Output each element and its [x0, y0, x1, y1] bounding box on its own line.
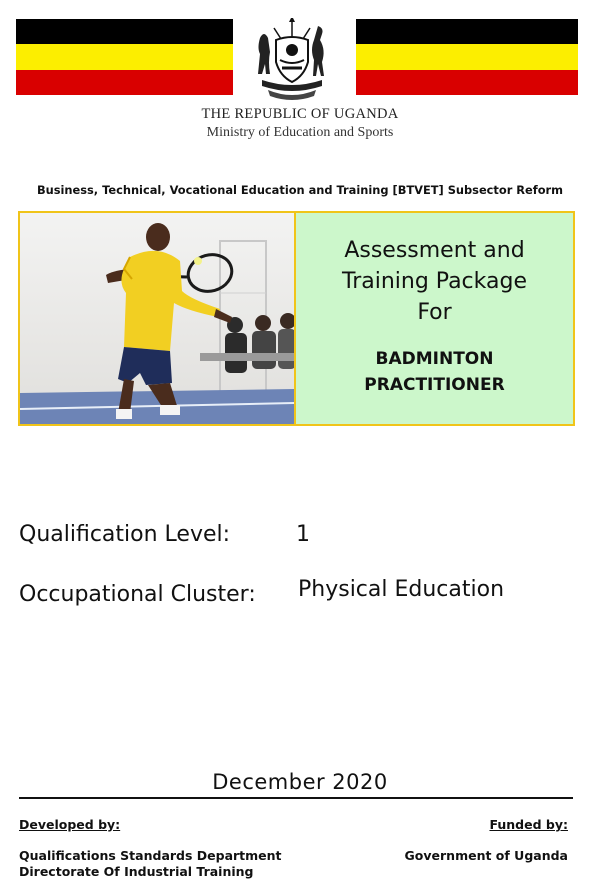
title-banner — [18, 211, 575, 426]
occupational-cluster-value: Physical Education — [298, 577, 505, 602]
developer-department: Qualifications Standards Department — [19, 848, 282, 863]
funded-by-label: Funded by: — [489, 817, 568, 832]
developer-directorate: Directorate Of Industrial Training — [19, 864, 254, 879]
package-title-line1: Assessment and — [344, 238, 525, 263]
republic-heading: THE REPUBLIC OF UGANDA — [201, 106, 399, 122]
ministry-heading: Ministry of Education and Sports — [206, 125, 394, 140]
funder-name: Government of Uganda — [404, 848, 568, 863]
occupational-cluster-label: Occupational Cluster: — [19, 582, 256, 607]
package-title-panel — [296, 213, 573, 424]
occupation-name-line1: BADMINTON — [375, 349, 494, 369]
badminton-player-photo — [20, 213, 296, 424]
occupation-name-line2: PRACTITIONER — [364, 375, 505, 395]
uganda-flag-left — [16, 19, 233, 95]
package-title-line3: For — [417, 300, 452, 325]
occupation-name — [296, 346, 573, 398]
qualification-level-value: 1 — [296, 522, 310, 547]
subsector-reform-heading: Business, Technical, Vocational Education and Training [BTVET] Subsector Reform — [36, 183, 564, 197]
footer-divider — [19, 797, 573, 799]
coat-of-arms-icon — [252, 18, 332, 100]
qualification-level-label: Qualification Level: — [19, 522, 231, 547]
developed-by-label: Developed by: — [19, 817, 121, 832]
package-title-line2: Training Package — [342, 269, 527, 294]
publication-date: December 2020 — [212, 770, 388, 794]
uganda-flag-right — [356, 19, 578, 95]
